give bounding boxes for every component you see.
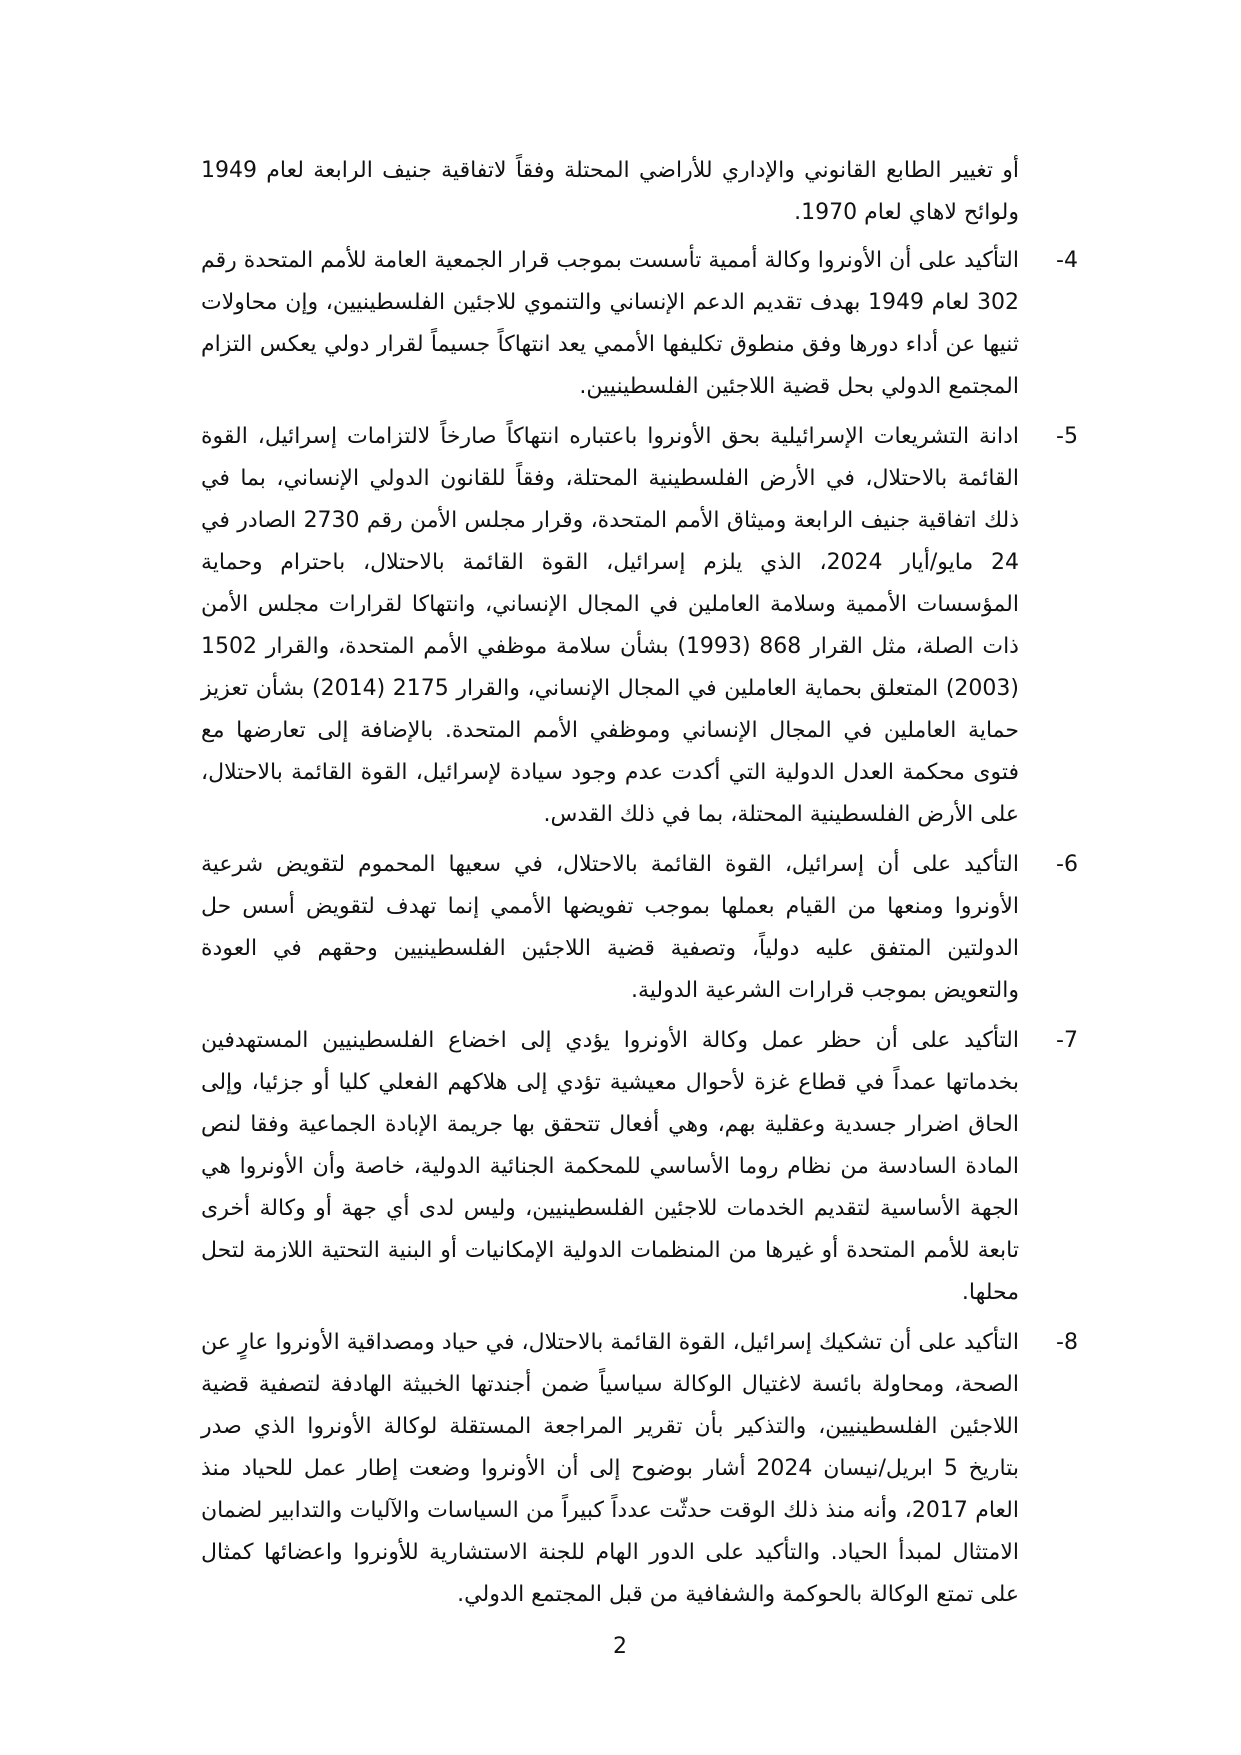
list-item <box>201 1322 1078 1616</box>
list-item <box>201 844 1078 1012</box>
list-item-text: التأكيد على أن تشكيك إسرائيل، القوة القائمة بالاحتلال، في حياد ومصداقية الأونروا عارٍ عن الصحة، ومحاولة بائسة لاغتيال الوكالة سياسياً ضمن أجندتها الخبيثة الهادفة لتصفية قضية اللاجئين الفلسطينيين، والتذكير بأن تقرير المراجعة المستقلة لوكالة الأونروا الذي صدر بتاريخ 5 ابريل/نيسان 2024 أشار بوضوح إلى أن الأونروا وضعت إطار عمل للحياد منذ العام 2017، وأنه منذ ذلك الوقت حدثّت عدداً كبيراً من السياسات والآليات والتدابير لضمان الامتثال لمبدأ الحياد. والتأكيد على الدور الهام للجنة الاستشارية للأونروا واعضائها كمثال على تمتع الوكالة بالحوكمة والشفافية من قبل المجتمع الدولي. <box>201 1330 1020 1607</box>
document-body <box>201 150 1078 1624</box>
list-item-number: -8 <box>1056 1330 1078 1355</box>
page-number: 2 <box>613 1634 627 1659</box>
list-item-number: -6 <box>1056 852 1078 877</box>
list-item-text: التأكيد على أن الأونروا وكالة أممية تأسست بموجب قرار الجمعية العامة للأمم المتحدة رقم 302 لعام 1949 بهدف تقديم الدعم الإنساني والتنموي للاجئين الفلسطينيين، وإن محاولات ثنيها عن أداء دورها وفق منطوق تكليفها الأممي يعد انتهاكاً جسيماً لقرار دولي يعكس التزام المجتمع الدولي بحل قضية اللاجئين الفلسطينيين. <box>201 248 1019 399</box>
list-item-number: -4 <box>1056 248 1078 273</box>
list-item <box>201 416 1078 836</box>
list-item-text: ادانة التشريعات الإسرائيلية بحق الأونروا باعتباره انتهاكاً صارخاً لالتزامات إسرائيل، القوة القائمة بالاحتلال، في الأرض الفلسطينية المحتلة، وفقاً للقانون الدولي الإنساني، بما في ذلك اتفاقية جنيف الرابعة وميثاق الأمم المتحدة، وقرار مجلس الأمن رقم 2730 الصادر في 24 مايو/أيار 2024، الذي يلزم إسرائيل، القوة القائمة بالاحتلال، باحترام وحماية المؤسسات الأممية وسلامة العاملين في المجال الإنساني، وانتهاكا لقرارات مجلس الأمن ذات الصلة، مثل القرار 868 (1993) بشأن سلامة موظفي الأمم المتحدة، والقرار 1502 (2003) المتعلق بحماية العاملين في المجال الإنساني، والقرار 2175 (2014) بشأن تعزيز حماية العاملين في المجال الإنساني وموظفي الأمم المتحدة. بالإضافة إلى تعارضها مع فتوى محكمة العدل الدولية التي أكدت عدم وجود سيادة لإسرائيل، القوة القائمة بالاحتلال، على الأرض الفلسطينية المحتلة، بما في ذلك القدس. <box>201 424 1019 827</box>
list-item-number: -5 <box>1056 424 1078 449</box>
list-item-number: -7 <box>1056 1028 1078 1053</box>
list-item-text: التأكيد على أن حظر عمل وكالة الأونروا يؤدي إلى اخضاع الفلسطينيين المستهدفين بخدماتها عمداً في قطاع غزة لأحوال معيشية تؤدي إلى هلاكهم الفعلي كليا أو جزئيا، وإلى الحاق اضرار جسدية وعقلية بهم، وهي أفعال تتحقق بها جريمة الإبادة الجماعية وفقا لنص المادة السادسة من نظام روما الأساسي للمحكمة الجنائية الدولية، خاصة وأن الأونروا هي الجهة الأساسية لتقديم الخدمات للاجئين الفلسطينيين، وليس لدى أي جهة أو وكالة أخرى تابعة للأمم المتحدة أو غيرها من المنظمات الدولية الإمكانيات أو البنية التحتية اللازمة لتحل محلها. <box>201 1028 1019 1305</box>
list-item-text: التأكيد على أن إسرائيل، القوة القائمة بالاحتلال، في سعيها المحموم لتقويض شرعية الأونروا ومنعها من القيام بعملها بموجب تفويضها الأممي إنما تهدف لتقويض أسس حل الدولتين المتفق عليه دولياً، وتصفية قضية اللاجئين الفلسطينيين وحقهم في العودة والتعويض بموجب قرارات الشرعية الدولية. <box>201 852 1019 1003</box>
intro-paragraph: أو تغيير الطابع القانوني والإداري للأراضي المحتلة وفقاً لاتفاقية جنيف الرابعة لعام 1949 ولوائح لاهاي لعام 1970. <box>201 158 1019 225</box>
list-item <box>201 1020 1078 1314</box>
list-item <box>201 240 1078 408</box>
